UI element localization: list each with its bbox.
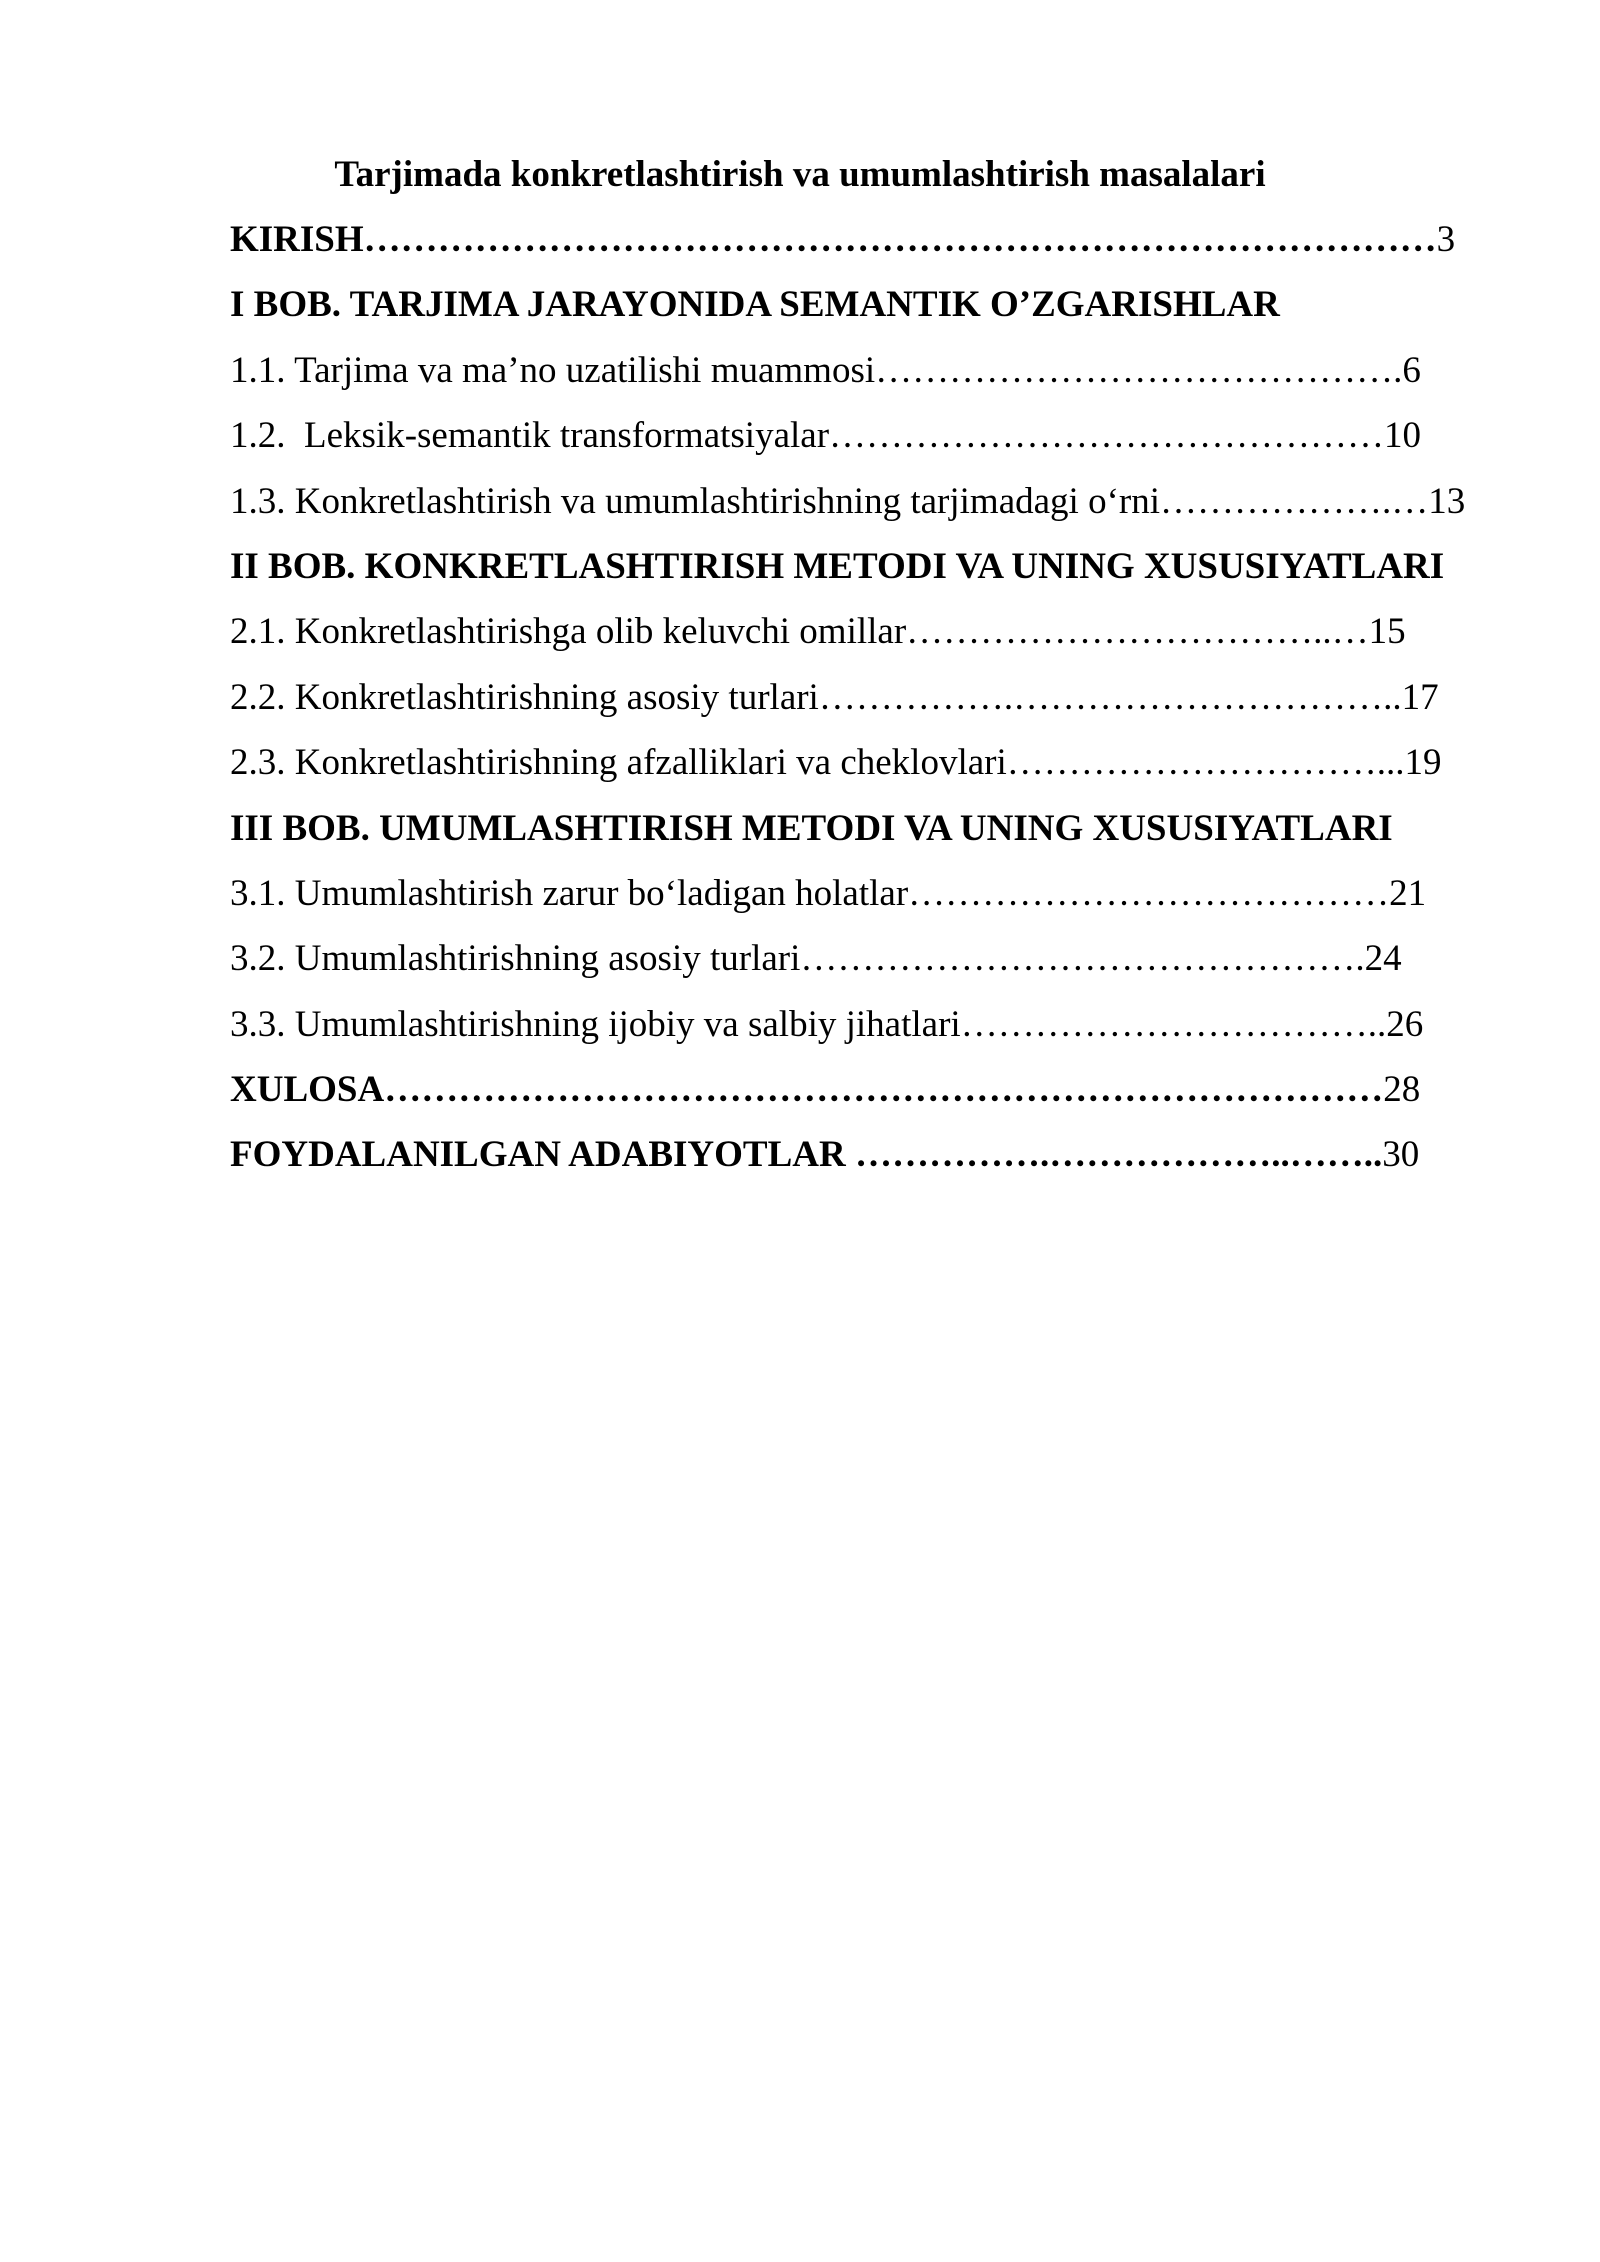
toc-page-number: 10 [1384,415,1422,457]
toc-page-number: 28 [1383,1069,1421,1111]
toc-entry-text: 2.1. Konkretlashtirishga olib keluvchi omillar [230,611,907,653]
toc-entry [230,215,1465,280]
toc-dot-leader: ……………………………………. [875,349,1403,391]
toc-entry-text: 2.2. Konkretlashtirishning asosiy turlari [230,676,819,718]
toc-entry [230,411,1465,476]
toc-dot-leader: ………………………………… [908,872,1390,914]
toc-page-number: 24 [1364,938,1402,980]
toc-dot-leader: ……………….… [1160,480,1429,522]
toc-page-number: 3 [1436,219,1456,260]
toc-dot-leader: …………………………... [1006,742,1405,784]
toc-entry [230,934,1465,999]
toc-page-number: 30 [1382,1134,1420,1176]
toc-chapter-heading [230,804,1465,869]
toc-entry-text: 1.2. Leksik-semantik transformatsiyalar [230,415,830,457]
toc-dot-leader: ……………………………………… [829,415,1385,457]
toc-entry [230,869,1465,934]
toc-chapter-heading [230,542,1465,607]
toc-entry [230,477,1465,542]
toc-entry-text: 1.1. Tarjima va ma’no uzatilishi muammosi [230,349,876,391]
toc-dot-leader: …………………………….. [960,1003,1387,1045]
toc-dot-leader: …………….………………..…….. [854,1134,1383,1176]
toc-page-number: 26 [1386,1003,1424,1045]
toc-entry [230,1065,1465,1130]
toc-entry [230,1000,1465,1065]
toc-entry [230,607,1465,672]
toc-dot-leader: ……………………………..… [906,611,1369,653]
toc-entry-text: FOYDALANILGAN ADABIYOTLAR [230,1134,855,1176]
toc-entry-text: III BOB. UMUMLASHTIRISH METODI VA UNING XUSUSIYATLARI [230,807,1393,849]
toc-entry [230,346,1465,411]
toc-dot-leader: ………………………………………. [800,938,1365,980]
toc-page-number: 21 [1389,872,1427,914]
toc-page-number: 6 [1402,349,1421,391]
toc-entry-text: 3.1. Umumlashtirish zarur bo‘ladigan holatlar [230,872,909,914]
toc-dot-leader: …………………………………………………………………………… [363,219,1437,260]
toc-page-number: 13 [1428,480,1466,522]
toc-page-number: 15 [1368,611,1406,653]
toc-entry-text: II BOB. KONKRETLASHTIRISH METODI VA UNING XUSUSIYATLARI [230,545,1445,587]
toc-entry-text: 3.2. Umumlashtirishning asosiy turlari [230,938,801,980]
toc-entry [230,673,1465,738]
toc-dot-leader: …………….………………………….. [818,676,1402,718]
toc-entry-text: 3.3. Umumlashtirishning ijobiy va salbiy jihatlari [230,1003,961,1045]
toc-entry [230,738,1465,803]
toc-entry-text: 1.3. Konkretlashtirish va umumlashtirishning tarjimadagi o‘rni [230,480,1160,522]
toc-entry-text: XULOSA [230,1069,385,1111]
toc-entry-text: I BOB. TARJIMA JARAYONIDA SEMANTIK O’ZGARISHLAR [230,284,1280,326]
toc-page-number: 19 [1404,742,1442,784]
document-title: Tarjimada konkretlashtirish va umumlashtirish masalalari [334,154,1266,195]
toc-entry-text: KIRISH [230,219,364,260]
table-of-contents [230,215,1465,1196]
toc-entry-text: 2.3. Konkretlashtirishning afzalliklari va cheklovlari [230,742,1007,784]
toc-dot-leader: ……………………………………………………………………… [384,1069,1384,1111]
toc-chapter-heading [230,280,1465,345]
toc-page-number: 17 [1401,676,1439,718]
toc-entry [230,1130,1465,1195]
